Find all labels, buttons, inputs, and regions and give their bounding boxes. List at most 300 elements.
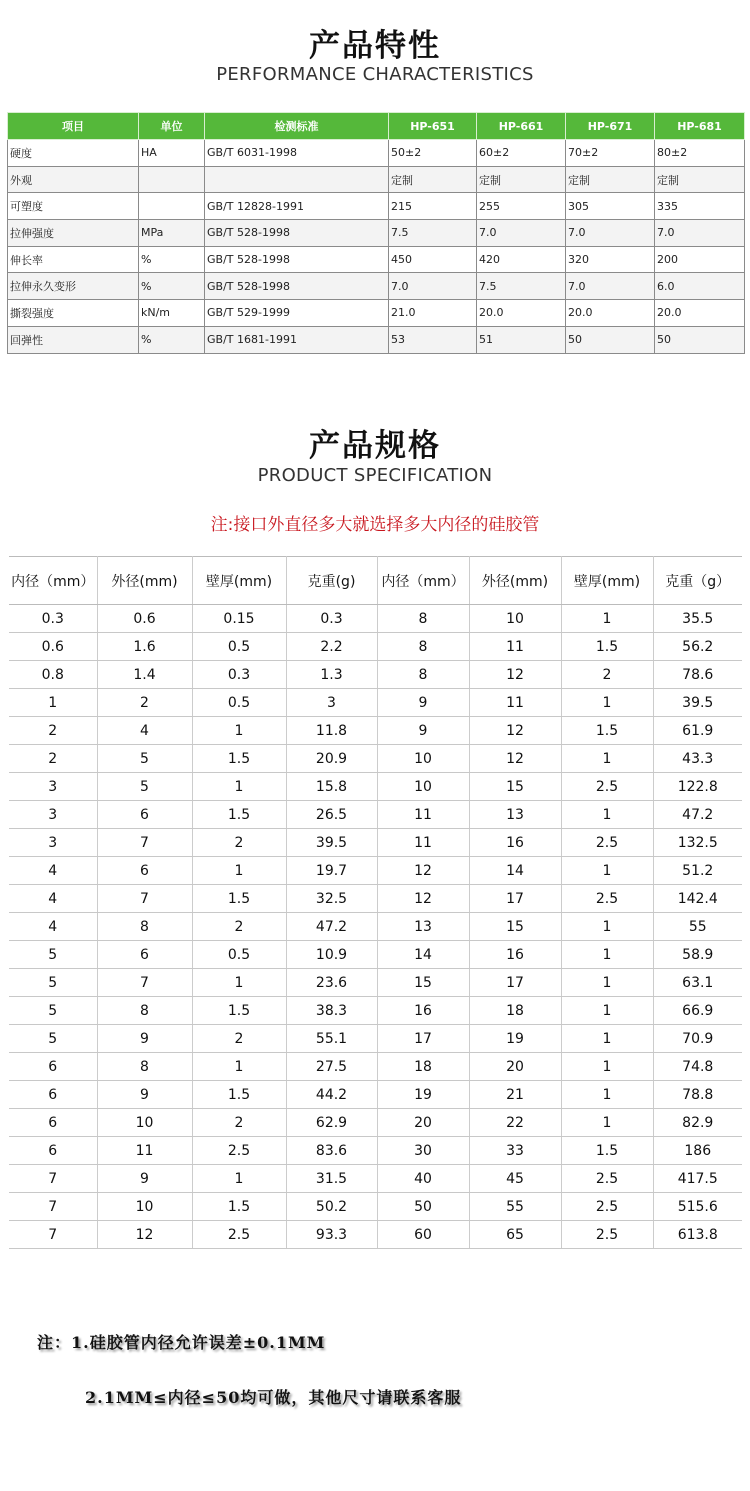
specification-cell: 7 — [9, 1193, 97, 1221]
specification-header-row — [9, 557, 742, 605]
performance-cell: 70±2 — [566, 140, 655, 167]
specification-cell: 0.6 — [9, 633, 97, 661]
specification-cell: 2 — [9, 717, 97, 745]
specification-cell: 9 — [377, 717, 469, 745]
performance-cell: 7.0 — [477, 220, 566, 247]
performance-cell: GB/T 1681-1991 — [205, 326, 389, 353]
specification-cell: 0.3 — [286, 605, 377, 633]
specification-row — [9, 633, 742, 661]
specification-cell: 60 — [377, 1221, 469, 1249]
performance-cell: 7.0 — [655, 220, 745, 247]
specification-cell: 78.8 — [653, 1081, 742, 1109]
performance-row — [8, 220, 745, 247]
specification-cell: 7 — [97, 885, 192, 913]
specification-row — [9, 969, 742, 997]
specification-cell: 8 — [377, 605, 469, 633]
specification-cell: 40 — [377, 1165, 469, 1193]
specification-cell: 2.5 — [561, 885, 653, 913]
performance-header-cell: 单位 — [139, 113, 205, 140]
specification-header-cell: 克重（g） — [653, 557, 742, 605]
specification-cell: 613.8 — [653, 1221, 742, 1249]
specification-cell: 11 — [97, 1137, 192, 1165]
performance-row — [8, 300, 745, 327]
specification-cell: 5 — [9, 1025, 97, 1053]
specification-cell: 142.4 — [653, 885, 742, 913]
performance-cell: kN/m — [139, 300, 205, 327]
specification-cell: 1 — [192, 1053, 286, 1081]
specification-cell: 5 — [97, 773, 192, 801]
specification-cell: 10 — [469, 605, 561, 633]
performance-title-en: PERFORMANCE CHARACTERISTICS — [216, 64, 534, 85]
specification-cell: 39.5 — [286, 829, 377, 857]
specification-cell: 1.5 — [561, 1137, 653, 1165]
specification-cell: 15 — [469, 773, 561, 801]
performance-header-cell: HP-671 — [566, 113, 655, 140]
specification-cell: 18 — [377, 1053, 469, 1081]
specification-cell: 1 — [561, 689, 653, 717]
performance-row — [8, 140, 745, 167]
specification-cell: 16 — [469, 941, 561, 969]
specification-cell: 78.6 — [653, 661, 742, 689]
specification-cell: 7 — [9, 1221, 97, 1249]
specification-cell: 1 — [192, 717, 286, 745]
specification-cell: 93.3 — [286, 1221, 377, 1249]
specification-cell: 0.5 — [192, 689, 286, 717]
specification-cell: 38.3 — [286, 997, 377, 1025]
specification-header-cell: 外径(mm) — [97, 557, 192, 605]
specification-row — [9, 1053, 742, 1081]
specification-row — [9, 717, 742, 745]
specification-cell: 1 — [561, 913, 653, 941]
performance-cell: 50 — [655, 326, 745, 353]
specification-cell: 17 — [469, 969, 561, 997]
specification-row — [9, 801, 742, 829]
footer-note-line2: 2.1MM≤内径≤50均可做，其他尺寸请联系客服 — [85, 1388, 462, 1407]
performance-subtitle — [0, 64, 750, 85]
specification-cell: 1 — [561, 1081, 653, 1109]
specification-cell: 19 — [469, 1025, 561, 1053]
specification-cell: 26.5 — [286, 801, 377, 829]
specification-row — [9, 1137, 742, 1165]
specification-cell: 8 — [97, 997, 192, 1025]
specification-cell: 9 — [97, 1025, 192, 1053]
specification-cell: 2 — [561, 661, 653, 689]
performance-cell: 20.0 — [655, 300, 745, 327]
specification-cell: 9 — [97, 1081, 192, 1109]
specification-cell: 1.5 — [192, 801, 286, 829]
specification-cell: 11 — [377, 829, 469, 857]
specification-table — [9, 556, 742, 1249]
specification-cell: 122.8 — [653, 773, 742, 801]
specification-row — [9, 829, 742, 857]
performance-cell: 7.5 — [389, 220, 477, 247]
specification-cell: 1.5 — [192, 745, 286, 773]
specification-cell: 1.5 — [192, 1193, 286, 1221]
performance-cell: 回弹性 — [8, 326, 139, 353]
specification-cell: 6 — [9, 1053, 97, 1081]
specification-row — [9, 885, 742, 913]
specification-cell: 10 — [377, 773, 469, 801]
specification-cell: 1 — [192, 1165, 286, 1193]
performance-header-cell: HP-651 — [389, 113, 477, 140]
specification-cell: 47.2 — [286, 913, 377, 941]
specification-cell: 6 — [97, 801, 192, 829]
performance-header-cell: 检测标准 — [205, 113, 389, 140]
specification-cell: 21 — [469, 1081, 561, 1109]
specification-title — [0, 420, 750, 465]
specification-cell: 12 — [377, 885, 469, 913]
specification-row — [9, 913, 742, 941]
specification-cell: 63.1 — [653, 969, 742, 997]
specification-cell: 12 — [469, 661, 561, 689]
specification-cell: 417.5 — [653, 1165, 742, 1193]
specification-header-cell: 壁厚(mm) — [192, 557, 286, 605]
specification-cell: 17 — [377, 1025, 469, 1053]
performance-row — [8, 326, 745, 353]
specification-cell: 2 — [192, 1109, 286, 1137]
specification-cell: 132.5 — [653, 829, 742, 857]
specification-header-cell: 内径（mm） — [9, 557, 97, 605]
specification-cell: 12 — [469, 717, 561, 745]
performance-row — [8, 273, 745, 300]
specification-body — [9, 605, 742, 1249]
specification-cell: 31.5 — [286, 1165, 377, 1193]
specification-cell: 83.6 — [286, 1137, 377, 1165]
specification-cell: 1.4 — [97, 661, 192, 689]
specification-cell: 12 — [97, 1221, 192, 1249]
performance-cell: 335 — [655, 193, 745, 220]
specification-cell: 1 — [561, 1025, 653, 1053]
specification-cell: 56.2 — [653, 633, 742, 661]
specification-row — [9, 941, 742, 969]
specification-cell: 2.5 — [561, 1165, 653, 1193]
specification-cell: 0.5 — [192, 633, 286, 661]
performance-cell: 可塑度 — [8, 193, 139, 220]
specification-cell: 8 — [97, 1053, 192, 1081]
performance-row — [8, 246, 745, 273]
specification-row — [9, 773, 742, 801]
specification-cell: 4 — [9, 857, 97, 885]
performance-cell: 60±2 — [477, 140, 566, 167]
performance-cell: GB/T 528-1998 — [205, 220, 389, 247]
performance-cell: 6.0 — [655, 273, 745, 300]
performance-cell: 7.5 — [477, 273, 566, 300]
performance-header-row — [8, 113, 745, 140]
performance-cell: 450 — [389, 246, 477, 273]
specification-cell: 1 — [192, 773, 286, 801]
performance-cell: HA — [139, 140, 205, 167]
specification-cell: 8 — [377, 661, 469, 689]
specification-cell: 11.8 — [286, 717, 377, 745]
performance-header-cell: HP-661 — [477, 113, 566, 140]
specification-cell: 2.5 — [561, 773, 653, 801]
specification-cell: 12 — [469, 745, 561, 773]
specification-cell: 61.9 — [653, 717, 742, 745]
specification-cell: 2.5 — [561, 829, 653, 857]
specification-cell: 6 — [9, 1137, 97, 1165]
specification-cell: 1 — [561, 1053, 653, 1081]
performance-row — [8, 193, 745, 220]
performance-cell: 外观 — [8, 166, 139, 193]
performance-cell — [139, 166, 205, 193]
specification-cell: 13 — [469, 801, 561, 829]
specification-header-cell: 克重(g) — [286, 557, 377, 605]
performance-cell: GB/T 528-1998 — [205, 246, 389, 273]
specification-cell: 50.2 — [286, 1193, 377, 1221]
specification-cell: 3 — [9, 773, 97, 801]
specification-cell: 45 — [469, 1165, 561, 1193]
specification-cell: 19 — [377, 1081, 469, 1109]
specification-cell: 55 — [469, 1193, 561, 1221]
specification-cell: 74.8 — [653, 1053, 742, 1081]
performance-title-cn: 产品特性 — [309, 28, 441, 64]
specification-cell: 51.2 — [653, 857, 742, 885]
performance-cell — [139, 193, 205, 220]
specification-cell: 16 — [469, 829, 561, 857]
specification-cell: 20 — [469, 1053, 561, 1081]
specification-cell: 32.5 — [286, 885, 377, 913]
specification-cell: 2.5 — [192, 1137, 286, 1165]
specification-cell: 20.9 — [286, 745, 377, 773]
performance-header-cell: HP-681 — [655, 113, 745, 140]
specification-cell: 55 — [653, 913, 742, 941]
specification-note: 注:接口外直径多大就选择多大内径的硅胶管 — [210, 515, 540, 535]
specification-cell: 9 — [377, 689, 469, 717]
specification-cell: 0.5 — [192, 941, 286, 969]
specification-cell: 6 — [97, 857, 192, 885]
specification-cell: 2.2 — [286, 633, 377, 661]
specification-cell: 33 — [469, 1137, 561, 1165]
specification-cell: 1.5 — [561, 633, 653, 661]
specification-cell: 12 — [377, 857, 469, 885]
specification-cell: 2 — [192, 1025, 286, 1053]
specification-cell: 1 — [192, 969, 286, 997]
specification-cell: 1 — [561, 857, 653, 885]
specification-cell: 39.5 — [653, 689, 742, 717]
specification-cell: 5 — [9, 969, 97, 997]
specification-cell: 1 — [192, 857, 286, 885]
specification-cell: 7 — [97, 969, 192, 997]
specification-cell: 0.15 — [192, 605, 286, 633]
specification-cell: 55.1 — [286, 1025, 377, 1053]
specification-header-cell: 壁厚(mm) — [561, 557, 653, 605]
specification-cell: 35.5 — [653, 605, 742, 633]
specification-cell: 65 — [469, 1221, 561, 1249]
specification-cell: 50 — [377, 1193, 469, 1221]
specification-cell: 44.2 — [286, 1081, 377, 1109]
specification-cell: 3 — [286, 689, 377, 717]
specification-cell: 13 — [377, 913, 469, 941]
specification-row — [9, 1081, 742, 1109]
specification-cell: 6 — [97, 941, 192, 969]
specification-cell: 15 — [377, 969, 469, 997]
specification-cell: 2.5 — [561, 1221, 653, 1249]
specification-cell: 2.5 — [192, 1221, 286, 1249]
specification-cell: 11 — [469, 633, 561, 661]
specification-cell: 2 — [192, 829, 286, 857]
performance-cell: 20.0 — [477, 300, 566, 327]
performance-cell: 拉伸永久变形 — [8, 273, 139, 300]
performance-cell: 硬度 — [8, 140, 139, 167]
specification-cell: 1 — [561, 969, 653, 997]
specification-cell: 17 — [469, 885, 561, 913]
specification-cell: 47.2 — [653, 801, 742, 829]
specification-subtitle — [0, 465, 750, 486]
performance-cell: GB/T 6031-1998 — [205, 140, 389, 167]
specification-row — [9, 661, 742, 689]
specification-header-cell: 内径（mm） — [377, 557, 469, 605]
specification-row — [9, 857, 742, 885]
specification-row — [9, 1193, 742, 1221]
performance-header-cell: 项目 — [8, 113, 139, 140]
specification-cell: 7 — [97, 829, 192, 857]
specification-row — [9, 1165, 742, 1193]
performance-cell: 80±2 — [655, 140, 745, 167]
specification-cell: 30 — [377, 1137, 469, 1165]
specification-cell: 66.9 — [653, 997, 742, 1025]
specification-cell: 3 — [9, 801, 97, 829]
specification-cell: 1 — [561, 1109, 653, 1137]
specification-cell: 16 — [377, 997, 469, 1025]
specification-cell: 15.8 — [286, 773, 377, 801]
performance-cell: % — [139, 326, 205, 353]
specification-header-cell: 外径(mm) — [469, 557, 561, 605]
specification-cell: 5 — [97, 745, 192, 773]
specification-cell: 515.6 — [653, 1193, 742, 1221]
performance-cell: 320 — [566, 246, 655, 273]
performance-cell — [205, 166, 389, 193]
performance-table — [7, 112, 745, 354]
specification-cell: 1 — [561, 941, 653, 969]
performance-cell: 50 — [566, 326, 655, 353]
specification-cell: 2.5 — [561, 1193, 653, 1221]
performance-cell: 215 — [389, 193, 477, 220]
specification-cell: 18 — [469, 997, 561, 1025]
specification-cell: 1 — [561, 605, 653, 633]
performance-cell: 20.0 — [566, 300, 655, 327]
specification-row — [9, 605, 742, 633]
specification-cell: 1 — [9, 689, 97, 717]
specification-cell: 62.9 — [286, 1109, 377, 1137]
specification-cell: 14 — [377, 941, 469, 969]
specification-cell: 27.5 — [286, 1053, 377, 1081]
specification-cell: 10 — [97, 1109, 192, 1137]
specification-cell: 10.9 — [286, 941, 377, 969]
specification-cell: 4 — [9, 885, 97, 913]
specification-cell: 4 — [97, 717, 192, 745]
specification-cell: 1.5 — [561, 717, 653, 745]
specification-cell: 8 — [377, 633, 469, 661]
specification-cell: 6 — [9, 1081, 97, 1109]
performance-cell: 420 — [477, 246, 566, 273]
specification-cell: 0.8 — [9, 661, 97, 689]
performance-title — [0, 20, 750, 65]
specification-cell: 15 — [469, 913, 561, 941]
specification-cell: 58.9 — [653, 941, 742, 969]
performance-cell: % — [139, 273, 205, 300]
specification-cell: 1.3 — [286, 661, 377, 689]
performance-cell: 定制 — [477, 166, 566, 193]
specification-cell: 3 — [9, 829, 97, 857]
performance-cell: % — [139, 246, 205, 273]
performance-cell: MPa — [139, 220, 205, 247]
specification-cell: 10 — [97, 1193, 192, 1221]
performance-cell: GB/T 528-1998 — [205, 273, 389, 300]
specification-cell: 0.6 — [97, 605, 192, 633]
specification-cell: 8 — [97, 913, 192, 941]
specification-cell: 11 — [377, 801, 469, 829]
specification-cell: 1.5 — [192, 1081, 286, 1109]
specification-cell: 22 — [469, 1109, 561, 1137]
performance-cell: 定制 — [655, 166, 745, 193]
specification-cell: 19.7 — [286, 857, 377, 885]
performance-cell: 255 — [477, 193, 566, 220]
performance-cell: GB/T 12828-1991 — [205, 193, 389, 220]
performance-cell: 撕裂强度 — [8, 300, 139, 327]
specification-row — [9, 1221, 742, 1249]
specification-cell: 186 — [653, 1137, 742, 1165]
specification-title-en: PRODUCT SPECIFICATION — [257, 465, 493, 486]
performance-cell: 定制 — [566, 166, 655, 193]
specification-cell: 1 — [561, 801, 653, 829]
specification-cell: 5 — [9, 997, 97, 1025]
performance-cell: 21.0 — [389, 300, 477, 327]
performance-body — [8, 140, 745, 354]
specification-row — [9, 1109, 742, 1137]
footer-note-line1: 注：1.硅胶管内径允许误差±0.1MM — [37, 1333, 326, 1352]
specification-row — [9, 1025, 742, 1053]
performance-cell: 7.0 — [566, 220, 655, 247]
specification-cell: 10 — [377, 745, 469, 773]
specification-cell: 6 — [9, 1109, 97, 1137]
specification-row — [9, 997, 742, 1025]
specification-cell: 4 — [9, 913, 97, 941]
specification-cell: 2 — [97, 689, 192, 717]
performance-cell: 50±2 — [389, 140, 477, 167]
performance-cell: 200 — [655, 246, 745, 273]
specification-cell: 1 — [561, 745, 653, 773]
specification-cell: 20 — [377, 1109, 469, 1137]
specification-row — [9, 745, 742, 773]
specification-cell: 43.3 — [653, 745, 742, 773]
specification-cell: 2 — [9, 745, 97, 773]
performance-row — [8, 166, 745, 193]
specification-title-cn: 产品规格 — [309, 428, 441, 464]
specification-cell: 23.6 — [286, 969, 377, 997]
specification-cell: 14 — [469, 857, 561, 885]
performance-cell: 51 — [477, 326, 566, 353]
specification-cell: 9 — [97, 1165, 192, 1193]
specification-cell: 0.3 — [9, 605, 97, 633]
specification-cell: 0.3 — [192, 661, 286, 689]
performance-cell: 定制 — [389, 166, 477, 193]
specification-cell: 11 — [469, 689, 561, 717]
performance-cell: 拉伸强度 — [8, 220, 139, 247]
performance-cell: 305 — [566, 193, 655, 220]
performance-cell: GB/T 529-1999 — [205, 300, 389, 327]
performance-cell: 7.0 — [566, 273, 655, 300]
specification-cell: 1.5 — [192, 885, 286, 913]
specification-cell: 1.5 — [192, 997, 286, 1025]
performance-cell: 伸长率 — [8, 246, 139, 273]
specification-row — [9, 689, 742, 717]
performance-cell: 53 — [389, 326, 477, 353]
specification-cell: 1.6 — [97, 633, 192, 661]
performance-cell: 7.0 — [389, 273, 477, 300]
specification-cell: 5 — [9, 941, 97, 969]
specification-cell: 70.9 — [653, 1025, 742, 1053]
specification-cell: 1 — [561, 997, 653, 1025]
